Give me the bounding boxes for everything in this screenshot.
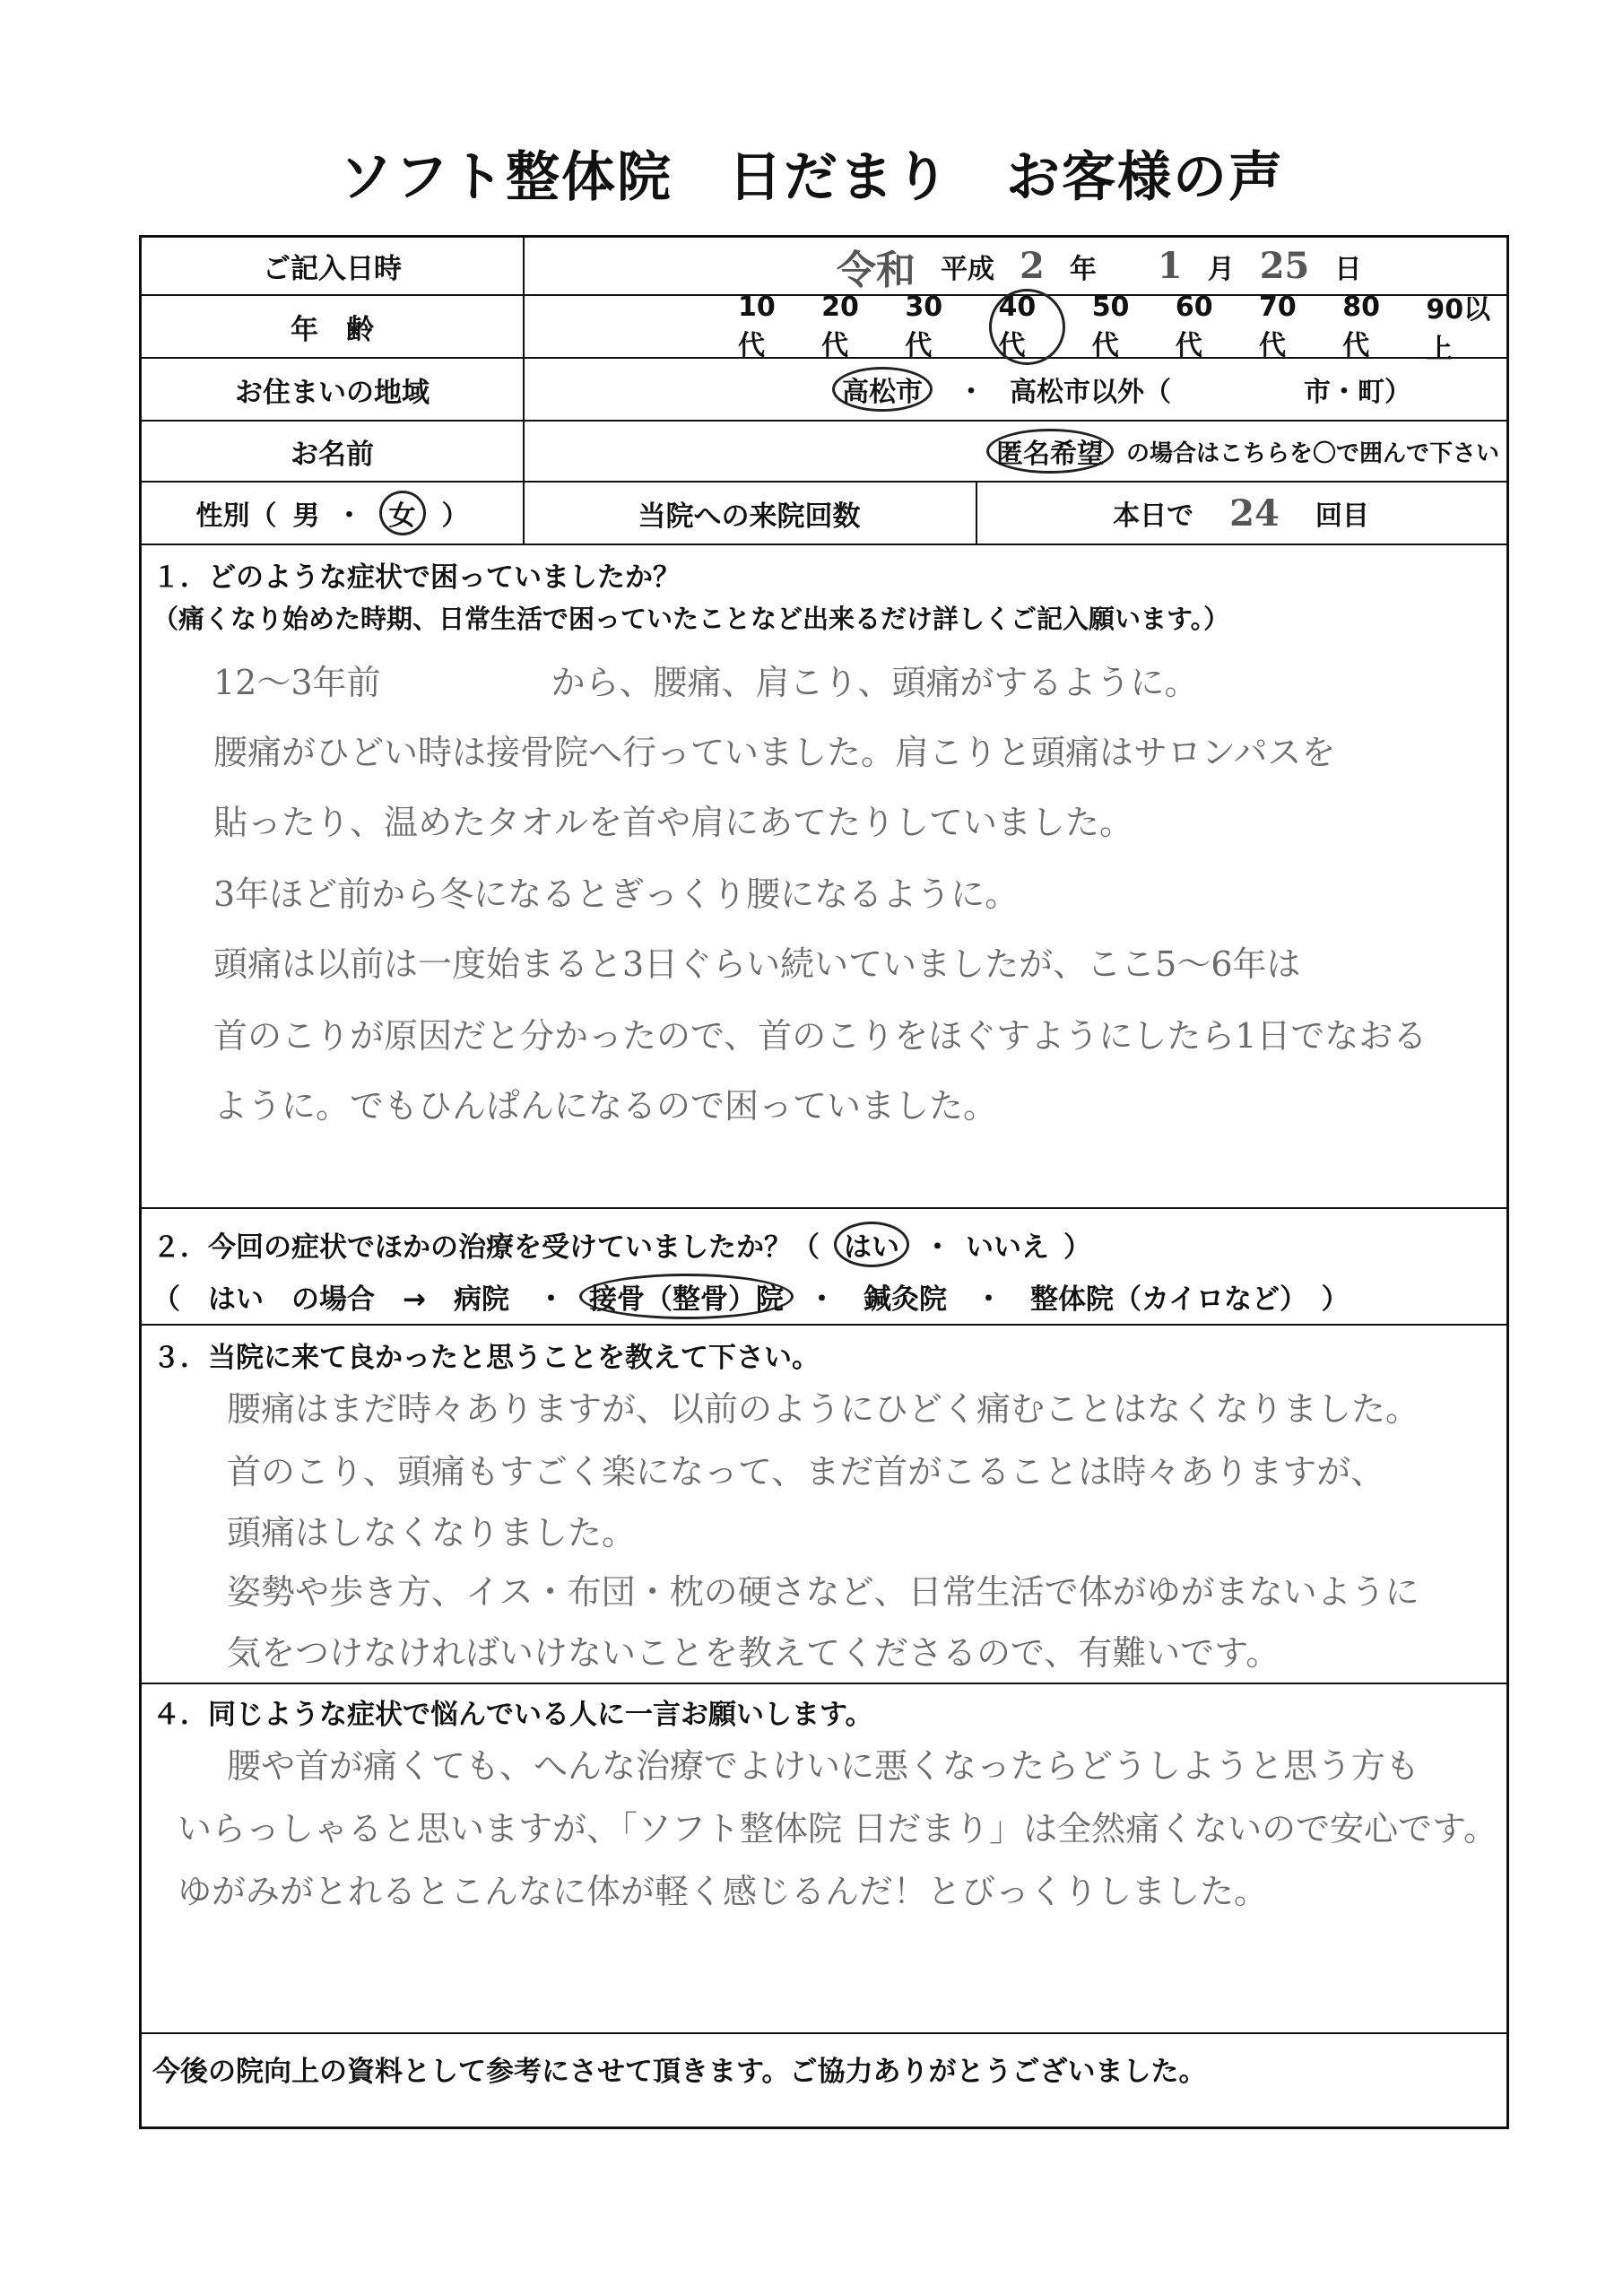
- date-field[interactable]: [523, 238, 1506, 294]
- date-label: ご記入日時: [263, 253, 402, 285]
- age-40s-selected[interactable]: 40代: [989, 289, 1065, 365]
- age-30s[interactable]: 30代: [905, 291, 943, 361]
- question-1: [142, 545, 1506, 1209]
- date-year: 2: [1020, 245, 1045, 287]
- area-takamatsu-selected[interactable]: 高松市: [832, 367, 933, 412]
- age-70s[interactable]: 70代: [1259, 291, 1297, 361]
- q2-no[interactable]: いいえ: [966, 1231, 1049, 1264]
- anonymous-note: の場合はこちらを〇で囲んで下さい: [1125, 439, 1499, 467]
- area-other[interactable]: 高松市以外（: [1010, 377, 1171, 408]
- q1-line: 3年ほど前から冬になるとぎっくり腰になるように。: [213, 874, 1020, 914]
- visits-count: 24: [1229, 491, 1280, 535]
- name-label: お名前: [291, 438, 374, 471]
- q1-subtitle: （痛くなり始めた時期、日常生活で困っていたことなど出来るだけ詳しくご記入願います。）: [152, 604, 1230, 634]
- q4-line: 腰や首が痛くても、へんな治療でよけいに悪くなったらどうしようと思う方も: [227, 1746, 1420, 1786]
- area-separator: ・: [958, 377, 985, 408]
- question-3: [142, 1326, 1506, 1684]
- q2-close: ）: [1063, 1231, 1091, 1264]
- q3-line: 首のこり、頭痛もすごく楽になって、まだ首がこることは時々ありますが、: [227, 1452, 1385, 1492]
- age-options[interactable]: [523, 291, 1506, 365]
- q2-line-2: [152, 1274, 1350, 1319]
- survey-form: [139, 235, 1509, 2129]
- footer-note: 今後の院向上の資料として参考にさせて頂きます。ご協力ありがとうございました。: [152, 2056, 1207, 2088]
- age-80s[interactable]: 80代: [1342, 291, 1380, 361]
- gender-male[interactable]: 男: [292, 500, 320, 532]
- q2-line-1: [152, 1222, 1091, 1267]
- q1-line: 12～3年前 から、腰痛、肩こり、頭痛がするように。: [213, 663, 1199, 702]
- q3-title: ３．当院に来て良かったと思うことを教えて下さい。: [152, 1342, 820, 1374]
- q4-line: ゆがみがとれるとこんなに体が軽く感じるんだ！とびっくりしました。: [178, 1872, 1269, 1911]
- date-month: 1: [1157, 245, 1183, 287]
- gender-field[interactable]: [142, 483, 523, 544]
- area-row: [142, 359, 1506, 422]
- q2-detail-prefix: （ はい の場合 → 病院 ・: [152, 1283, 565, 1316]
- q1-line: 腰痛がひどい時は接骨院へ行っていました。肩こりと頭痛はサロンパスを: [213, 733, 1336, 772]
- q3-line: 気をつけなければいけないことを教えてくださるので、有難いです。: [227, 1633, 1280, 1673]
- area-suffix: 市・町）: [1304, 377, 1411, 408]
- gender-visits-row: [142, 483, 1506, 545]
- date-day-unit: 日: [1334, 253, 1362, 285]
- q1-line: ように。でもひんぱんになるので困っていました。: [213, 1086, 998, 1126]
- q2-separator: ・: [924, 1231, 951, 1264]
- q3-line: 姿勢や歩き方、イス・布団・枕の硬さなど、日常生活で体がゆがまないように: [227, 1572, 1419, 1612]
- anonymous-option-selected[interactable]: 匿名希望: [986, 429, 1114, 474]
- gender-separator: ・: [335, 500, 363, 532]
- date-row: [142, 238, 1506, 296]
- era-reiwa: 令和: [837, 247, 916, 293]
- gender-label-open: 性別（: [195, 500, 277, 532]
- question-4: [142, 1684, 1506, 2034]
- name-row: [142, 422, 1506, 483]
- date-day: 25: [1259, 245, 1310, 287]
- date-month-unit: 月: [1207, 253, 1235, 285]
- q2-bonesetter-selected[interactable]: 接骨（整骨）院: [579, 1274, 794, 1319]
- visits-label: 当院への来院回数: [638, 500, 861, 533]
- age-60s[interactable]: 60代: [1175, 291, 1213, 361]
- q3-line: 頭痛はしなくなりました。: [227, 1513, 637, 1552]
- page-title: ソフト整体院 日だまり お客様の声: [339, 146, 1284, 209]
- name-field[interactable]: [523, 422, 1506, 481]
- age-50s[interactable]: 50代: [1091, 291, 1130, 361]
- q1-line: 首のこりが原因だと分かったので、首のこりをほぐすようにしたら1日でなおる: [213, 1016, 1428, 1056]
- q4-line: いらっしゃると思いますが、「ソフト整体院 日だまり」は全然痛くないので安心です。: [178, 1809, 1498, 1848]
- age-row: [142, 291, 1506, 365]
- q3-line: 腰痛はまだ時々ありますが、以前のようにひどく痛むことはなくなりました。: [227, 1389, 1420, 1429]
- q2-title: ２．今回の症状でほかの治療を受けていましたか？（: [152, 1231, 820, 1264]
- q1-line: 貼ったり、温めたタオルを首や肩にあてたりしていました。: [213, 803, 1134, 842]
- area-label: お住まいの地域: [235, 376, 430, 409]
- q1-line: 頭痛は以前は一度始まると3日ぐらい続いていましたが、ここ5～6年は: [213, 944, 1301, 984]
- area-options[interactable]: [523, 359, 1506, 420]
- q2-yes-selected[interactable]: はい: [834, 1222, 909, 1267]
- visits-field[interactable]: [976, 483, 1506, 544]
- age-20s[interactable]: 20代: [821, 291, 859, 361]
- q1-title: １．どのような症状で困っていましたか？: [152, 561, 681, 594]
- question-2: [142, 1209, 1506, 1326]
- visits-prefix: 本日で: [1113, 500, 1194, 532]
- q4-title: ４．同じような症状で悩んでいる人に一言お願いします。: [152, 1699, 873, 1731]
- age-10s[interactable]: 10代: [738, 291, 776, 361]
- era-heisei: 平成: [941, 253, 994, 285]
- gender-female-selected[interactable]: 女: [379, 491, 426, 535]
- footer-row: [142, 2034, 1506, 2129]
- age-label: 年 齢: [291, 313, 374, 346]
- visits-suffix: 回目: [1315, 500, 1369, 532]
- age-90plus[interactable]: 90以上: [1426, 294, 1491, 365]
- gender-label-close: ）: [441, 500, 469, 532]
- q2-detail-rest: ・ 鍼灸院 ・ 整体院（カイロなど） ）: [807, 1283, 1350, 1316]
- date-year-unit: 年: [1069, 253, 1097, 285]
